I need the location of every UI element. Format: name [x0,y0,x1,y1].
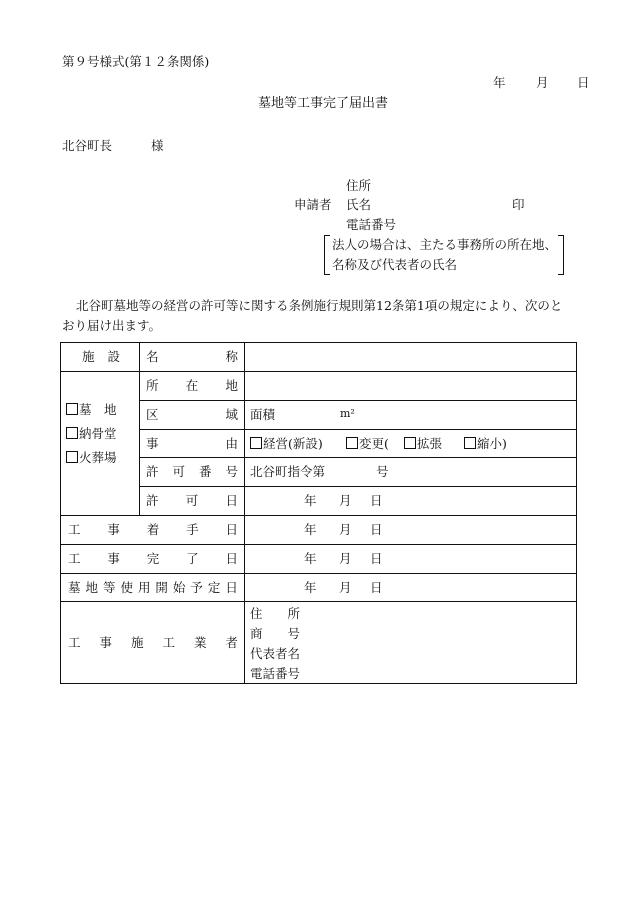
contractor-phone-label: 電話番号 [250,666,301,681]
addressee-name: 北谷町長 [62,138,113,153]
applicant-name-label: 氏名 [346,197,372,212]
name-value-field[interactable] [247,344,573,369]
area-value-label: 面積 [250,407,276,422]
checkbox-icon[interactable] [346,437,358,449]
applicant-address-label: 住所 [346,178,372,193]
checkbox-cemetery[interactable]: 墓 地 [66,402,117,417]
permit-number-label: 許 可 番 号 [146,464,238,479]
area-label: 区 域 [146,407,238,422]
corporate-note-line1: 法人の場合は、主たる事務所の所在地、 [332,237,558,252]
corporate-note-line2: 名称及び代表者の氏名 [332,257,458,272]
construction-complete-label: 工 事 完 了 日 [68,551,238,566]
contractor-label: 工 事 施 工 業 者 [68,634,238,650]
checkbox-icon[interactable] [404,437,416,449]
checkbox-icon[interactable] [66,403,78,415]
note-bracket-left [324,235,330,275]
reason-option-shrink[interactable]: 縮小) [464,436,507,451]
applicant-role-label: 申請者 [294,197,332,212]
checkbox-icon[interactable] [464,437,476,449]
use-start-label: 墓 地 等 使 用 開 始 予 定 日 [68,579,238,595]
body-text-line1: 北谷町墓地等の経営の許可等に関する条例施行規則第12条第1項の規定により、次のと [76,298,563,313]
note-bracket-right [558,235,564,275]
contractor-address-label: 住 所 [250,606,301,621]
applicant-phone-label: 電話番号 [346,217,397,232]
reason-option-expand[interactable]: 拡張 [404,436,442,451]
checkbox-icon[interactable] [66,427,78,439]
date-year-label: 年 [493,75,506,90]
facility-label: 施 設 [82,349,120,364]
permit-number-suffix: 号 [376,464,389,479]
area-unit: m² [340,407,355,420]
reason-label: 事 由 [146,435,238,451]
contractor-representative-label: 代表者名 [250,646,301,661]
location-value-field[interactable] [247,373,573,398]
checkbox-crematorium[interactable]: 火葬場 [66,450,117,465]
contractor-trade-name-label: 商 号 [250,626,301,641]
document-title: 墓地等工事完了届出書 [258,96,389,111]
reason-option-new[interactable]: 経営(新設) [250,436,323,451]
location-label: 所 在 地 [146,378,238,393]
checkbox-ossuary[interactable]: 納骨堂 [66,426,117,441]
reason-option-change[interactable]: 変更( [346,436,389,451]
checkbox-icon[interactable] [66,451,78,463]
permit-date-label: 許 可 日 [146,493,238,508]
permit-number-prefix: 北谷町指令第 [250,464,326,479]
name-label: 名 称 [146,349,238,364]
addressee-honorific: 様 [151,138,164,153]
checkbox-icon[interactable] [250,437,262,449]
seal-label: 印 [512,197,525,212]
date-month-label: 月 [536,75,549,90]
date-day-label: 日 [577,75,590,90]
body-text-line2: おり届け出ます。 [62,318,162,333]
construction-start-label: 工 事 着 手 日 [68,522,238,537]
form-number: 第９号様式(第１２条関係) [62,54,210,69]
